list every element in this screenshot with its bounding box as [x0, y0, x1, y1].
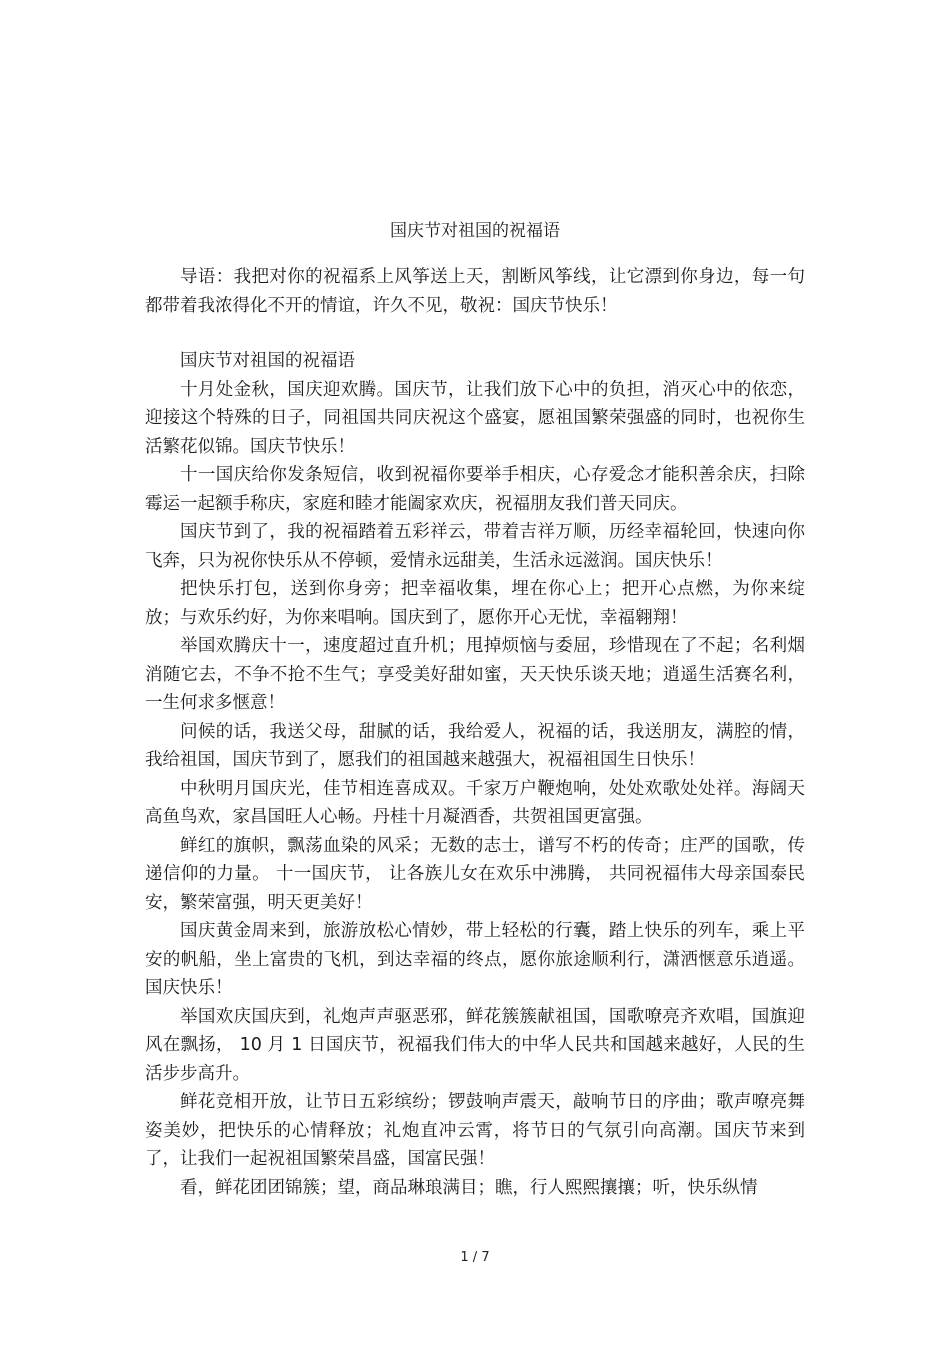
document-body	[145, 347, 805, 1202]
body-paragraph: 国庆黄金周来到，旅游放松心情妙，带上轻松的行囊，踏上快乐的列车，乘上平安的帆船，坐上富贵的飞机，到达幸福的终点，愿你旅途顺利行，潇洒惬意乐逍遥。国庆快乐！	[145, 921, 805, 998]
intro-paragraph: 导语：我把对你的祝福系上风筝送上天，割断风筝线，让它漂到你身边，每一句都带着我浓得化不开的情谊，许久不见，敬祝：国庆节快乐！	[145, 267, 805, 316]
body-paragraph: 举国欢庆国庆到，礼炮声声驱恶邪，鲜花簇簇献祖国，国歌嘹亮齐欢唱，国旗迎风在飘扬， 10 月 1 日国庆节，祝福我们伟大的中华人民共和国越来越好，人民的生活步步高升。	[145, 1006, 805, 1084]
body-paragraph: 问候的话，我送父母，甜腻的话，我给爱人，祝福的话，我送朋友，满腔的情，我给祖国，国庆节到了，愿我们的祖国越来越强大，祝福祖国生日快乐！	[145, 721, 805, 770]
body-paragraph: 鲜花竞相开放，让节日五彩缤纷；锣鼓响声震天，敲响节日的序曲；歌声嘹亮舞姿美妙，把快乐的心情释放；礼炮直冲云霄，将节日的气氛引向高潮。国庆节来到了，让我们一起祝祖国繁荣昌盛，国富民强！	[145, 1092, 805, 1169]
body-paragraph: 中秋明月国庆光，佳节相连喜成双。千家万户鞭炮响，处处欢歌处处祥。海阔天高鱼鸟欢，家昌国旺人心畅。丹桂十月凝酒香，共贺祖国更富强。	[145, 778, 805, 827]
body-paragraph: 举国欢腾庆十一，速度超过直升机；甩掉烦恼与委屈，珍惜现在了不起；名利烟消随它去，不争不抢不生气；享受美好甜如蜜，天天快乐谈天地；逍遥生活赛名利，一生何求多惬意！	[145, 636, 805, 713]
body-paragraph: 看，鲜花团团锦簇；望，商品琳琅满目；瞧，行人熙熙攘攘；听，快乐纵情	[180, 1177, 758, 1198]
page-number: 1 / 7	[460, 1250, 490, 1265]
document-title: 国庆节对祖国的祝福语	[390, 221, 560, 241]
section-heading: 国庆节对祖国的祝福语	[180, 351, 355, 371]
body-paragraph: 国庆节到了，我的祝福踏着五彩祥云，带着吉祥万顺，历经幸福轮回，快速向你飞奔，只为祝你快乐从不停顿，爱情永远甜美，生活永远滋润。国庆快乐！	[145, 522, 805, 571]
body-paragraph: 鲜红的旗帜，飘荡血染的风采；无数的志士，谱写不朽的传奇；庄严的国歌，传递信仰的力量。 十一国庆节， 让各族儿女在欢乐中沸腾， 共同祝福伟大母亲国泰民安，繁荣富强，明天更美好！	[145, 835, 805, 913]
body-paragraph: 十月处金秋，国庆迎欢腾。国庆节，让我们放下心中的负担，消灭心中的依恋，迎接这个特殊的日子，同祖国共同庆祝这个盛宴，愿祖国繁荣强盛的同时，也祝你生活繁花似锦。国庆节快乐！	[145, 379, 805, 457]
body-paragraph: 十一国庆给你发条短信，收到祝福你要举手相庆，心存爱念才能积善余庆，扫除霉运一起额手称庆，家庭和睦才能阖家欢庆，祝福朋友我们普天同庆。	[145, 465, 805, 514]
body-paragraph: 把快乐打包，送到你身旁；把幸福收集，埋在你心上；把开心点燃，为你来绽放；与欢乐约好，为你来唱响。国庆到了，愿你开心无忧，幸福翱翔！	[145, 579, 805, 628]
